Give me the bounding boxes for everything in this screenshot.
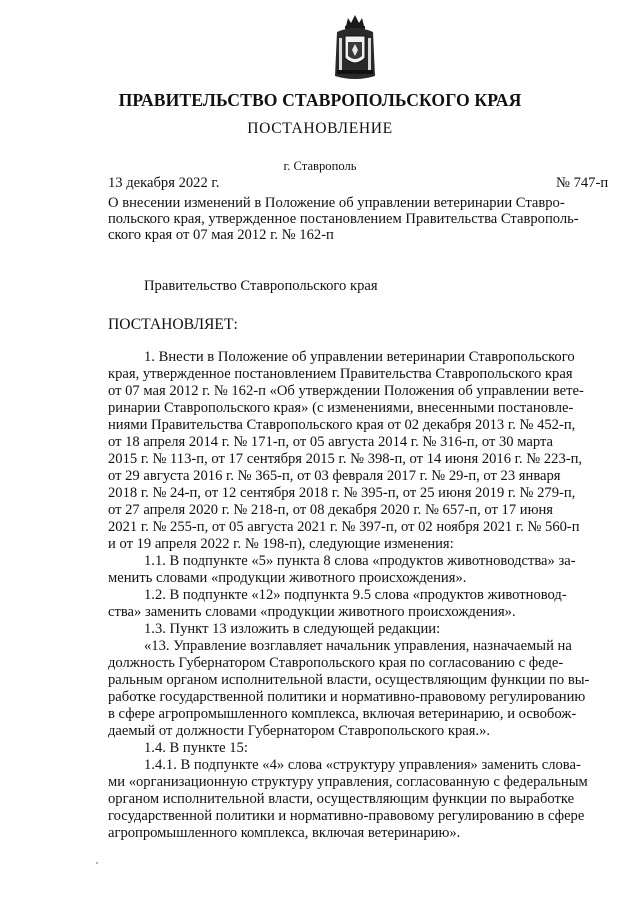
body-line: государственной политики и нормативно-правовому регулированию в сфере [108, 808, 585, 824]
body-line: даемый от должности Губернатором Ставропольского края.». [108, 723, 491, 739]
body-line: 2015 г. № 113-п, от 17 сентября 2015 г. № 398-п, от 14 июня 2016 г. № 223-п, [108, 451, 583, 467]
body-line: 1.2. В подпункте «12» подпункта 9.5 слова «продуктов животновод- [144, 587, 567, 603]
body-line: в сфере агропромышленного комплекса, включая ветеринарию, и освобож- [108, 706, 577, 722]
body-line: 2021 г. № 255-п, от 05 августа 2021 г. № 397-п, от 02 ноября 2021 г. № 560-п [108, 519, 580, 535]
body-line: 1.1. В подпункте «5» пункта 8 слова «продуктов животноводства» за- [144, 553, 576, 569]
body-line: ниями Правительства Ставропольского края от 02 декабря 2013 г. № 452-п, [108, 417, 576, 433]
scan-dot [96, 862, 98, 864]
body-line: должность Губернатором Ставропольского края по согласованию с феде- [108, 655, 564, 671]
body-line: от 18 апреля 2014 г. № 171-п, от 05 августа 2014 г. № 316-п, от 30 марта [108, 434, 553, 450]
body-line: менить словами «продукции животного происхождения». [108, 570, 467, 586]
body-line: 2018 г. № 24-п, от 12 сентября 2018 г. № 395-п, от 25 июня 2019 г. № 279-п, [108, 485, 576, 501]
subject-line: О внесении изменений в Положение об управлении ветеринарии Ставро- [108, 195, 565, 211]
city: г. Ставрополь [283, 159, 357, 173]
body-line: 1. Внести в Положение об управлении ветеринарии Ставропольского [144, 349, 575, 365]
issuer: Правительство Ставропольского края [144, 278, 378, 294]
body-line: 1.4.1. В подпункте «4» слова «структуру управления» заменить слова- [144, 757, 581, 773]
body-line: органом исполнительной власти, осуществляющим функции по выработке [108, 791, 575, 807]
body-line: от 27 апреля 2020 г. № 218-п, от 08 декабря 2020 г. № 657-п, от 17 июня [108, 502, 554, 518]
body-line: ральным органом исполнительной власти, осуществляющим функции по вы- [108, 672, 590, 688]
resolves-heading: ПОСТАНОВЛЯЕТ: [108, 316, 238, 333]
subject-line: ского края от 07 мая 2012 г. № 162-п [108, 227, 334, 243]
body-line: от 07 мая 2012 г. № 162-п «Об утверждении Положения об управлении вете- [108, 383, 584, 399]
body-line: работке государственной политики и нормативно-правовому регулированию [108, 689, 586, 705]
body-line: ринарии Ставропольского края» (с изменениями, внесенными постановле- [108, 400, 574, 416]
coat-of-arms-icon [331, 12, 379, 82]
body-line: 1.4. В пункте 15: [144, 740, 248, 756]
body-line: края, утвержденное постановлением Правительства Ставропольского края [108, 366, 573, 382]
document-type: ПОСТАНОВЛЕНИЕ [247, 120, 393, 137]
subject-line: польского края, утвержденное постановлением Правительства Ставрополь- [108, 211, 579, 227]
government-title: ПРАВИТЕЛЬСТВО СТАВРОПОЛЬСКОГО КРАЯ [118, 90, 522, 110]
body-line: от 29 августа 2016 г. № 365-п, от 03 февраля 2017 г. № 29-п, от 23 января [108, 468, 561, 484]
document-number: № 747-п [556, 175, 609, 191]
body-line: ства» заменить словами «продукции животного происхождения». [108, 604, 516, 620]
body-line: и от 19 апреля 2022 г. № 198-п), следующие изменения: [108, 536, 454, 552]
body-line: агропромышленного комплекса, включая ветеринарию». [108, 825, 461, 841]
body-line: ми «организационную структуру управления, согласованную с федеральным [108, 774, 588, 790]
body-line: «13. Управление возглавляет начальник управления, назначаемый на [144, 638, 572, 654]
document-date: 13 декабря 2022 г. [108, 175, 220, 191]
body-line: 1.3. Пункт 13 изложить в следующей редакции: [144, 621, 441, 637]
